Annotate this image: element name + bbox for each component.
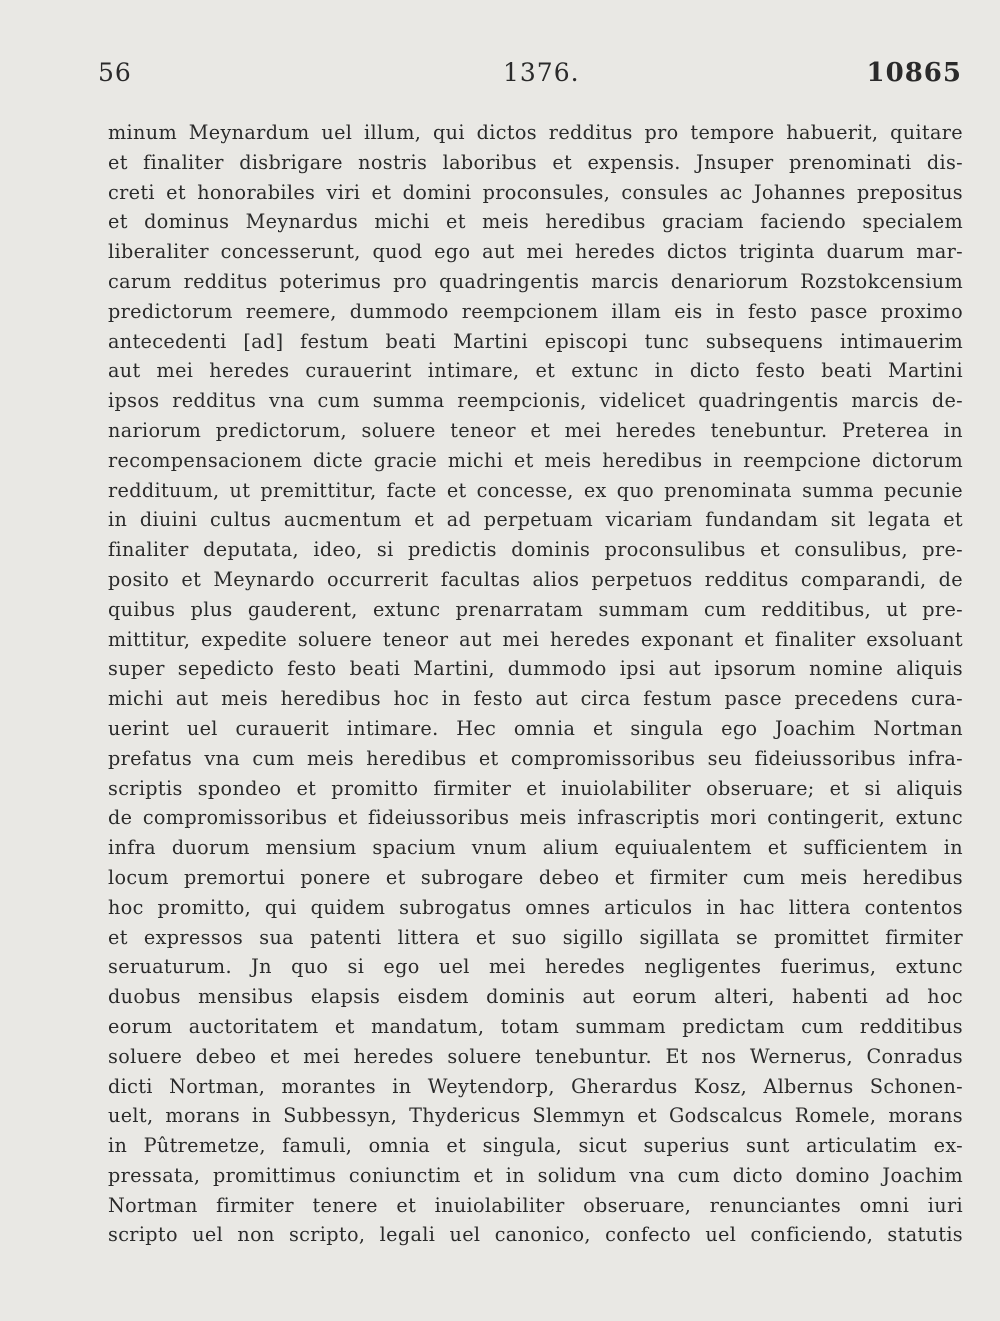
text-line: reddituum, ut premittitur, facte et concesse, ex quo prenominata summa pecunie [108,478,963,502]
year-heading: 1376. [503,58,580,87]
text-line: prefatus vna cum meis heredibus et compromissoribus seu fideiussoribus infra- [108,746,963,770]
text-line: de compromissoribus et fideiussoribus meis infrascriptis mori contingerit, extunc [108,806,963,830]
text-line: carum redditus poterimus pro quadringentis marcis denariorum Rozstokcensium [108,269,963,293]
text-line: antecedenti [ad] festum beati Martini episcopi tunc subsequens intimauerim [108,329,963,353]
text-line: predictorum reemere, dummodo reempcionem illam eis in festo pasce proximo [108,299,963,323]
text-line: soluere debeo et mei heredes soluere tenebuntur. Et nos Wernerus, Conradus [108,1044,963,1068]
text-line: et finaliter disbrigare nostris laboribus et expensis. Jnsuper prenominati dis- [108,150,963,174]
text-line: quibus plus gauderent, extunc prenarratam summam cum redditibus, ut pre- [108,597,963,621]
text-line: creti et honorabiles viri et domini proconsules, consules ac Johannes prepositus [108,180,963,204]
body-text [108,118,963,1250]
text-line: et dominus Meynardus michi et meis heredibus graciam faciendo specialem [108,210,963,234]
text-line: uerint uel curauerit intimare. Hec omnia et singula ego Joachim Nortman [108,716,963,740]
text-line: posito et Meynardo occurrerit facultas alios perpetuos redditus comparandi, de [108,567,963,591]
text-line: minum Meynardum uel illum, qui dictos redditus pro tempore habuerit, quitare [108,121,963,144]
text-line: recompensacionem dicte gracie michi et meis heredibus in reempcione dictorum [108,448,963,472]
text-line: liberaliter concesserunt, quod ego aut mei heredes dictos triginta duarum mar- [108,240,963,264]
text-line: pressata, promittimus coniunctim et in solidum vna cum dicto domino Joachim [108,1163,963,1187]
text-line: michi aut meis heredibus hoc in festo aut circa festum pasce precedens cura- [108,687,963,711]
text-line: locum premortui ponere et subrogare debeo et firmiter cum meis heredibus [108,865,963,889]
text-line: hoc promitto, qui quidem subrogatus omnes articulos in hac littera contentos [108,895,963,919]
text-line: in Pûtremetze, famuli, omnia et singula, sicut superius sunt articulatim ex- [108,1134,963,1158]
text-line: ipsos redditus vna cum summa reempcionis, videlicet quadringentis marcis de- [108,389,963,413]
page-number: 56 [98,58,132,87]
text-line: et expressos sua patenti littera et suo sigillo sigillata se promittet firmiter [108,925,963,949]
text-line: super sepedicto festo beati Martini, dummodo ipsi aut ipsorum nomine aliquis [108,657,963,681]
text-line: dicti Nortman, morantes in Weytendorp, Gherardus Kosz, Albernus Schonen- [108,1074,963,1098]
text-line: scripto uel non scripto, legali uel canonico, confecto uel conficiendo, statutis [108,1223,963,1247]
text-line: mittitur, expedite soluere teneor aut mei heredes exponant et finaliter exsoluant [108,627,963,651]
text-line: infra duorum mensium spacium vnum alium equiualentem et sufficientem in [108,836,963,860]
text-line: seruaturum. Jn quo si ego uel mei heredes negligentes fuerimus, extunc [108,955,963,979]
text-line: finaliter deputata, ideo, si predictis dominis proconsulibus et consulibus, pre- [108,538,963,562]
text-line: in diuini cultus aucmentum et ad perpetuam vicariam fundandam sit legata et [108,508,963,532]
text-line: aut mei heredes curauerint intimare, et extunc in dicto festo beati Martini [108,359,963,383]
document-number: 10865 [866,58,962,88]
text-line: scriptis spondeo et promitto firmiter et inuiolabiliter obseruare; et si aliquis [108,776,963,800]
text-line: uelt, morans in Subbessyn, Thydericus Slemmyn et Godscalcus Romele, morans [108,1104,963,1128]
text-line: eorum auctoritatem et mandatum, totam summam predictam cum redditibus [108,1014,963,1038]
text-line: nariorum predictorum, soluere teneor et mei heredes tenebuntur. Preterea in [108,418,963,442]
text-line: Nortman firmiter tenere et inuiolabiliter obseruare, renunciantes omni iuri [108,1193,963,1217]
page-header [0,58,1000,94]
text-line: duobus mensibus elapsis eisdem dominis aut eorum alteri, habenti ad hoc [108,985,963,1009]
